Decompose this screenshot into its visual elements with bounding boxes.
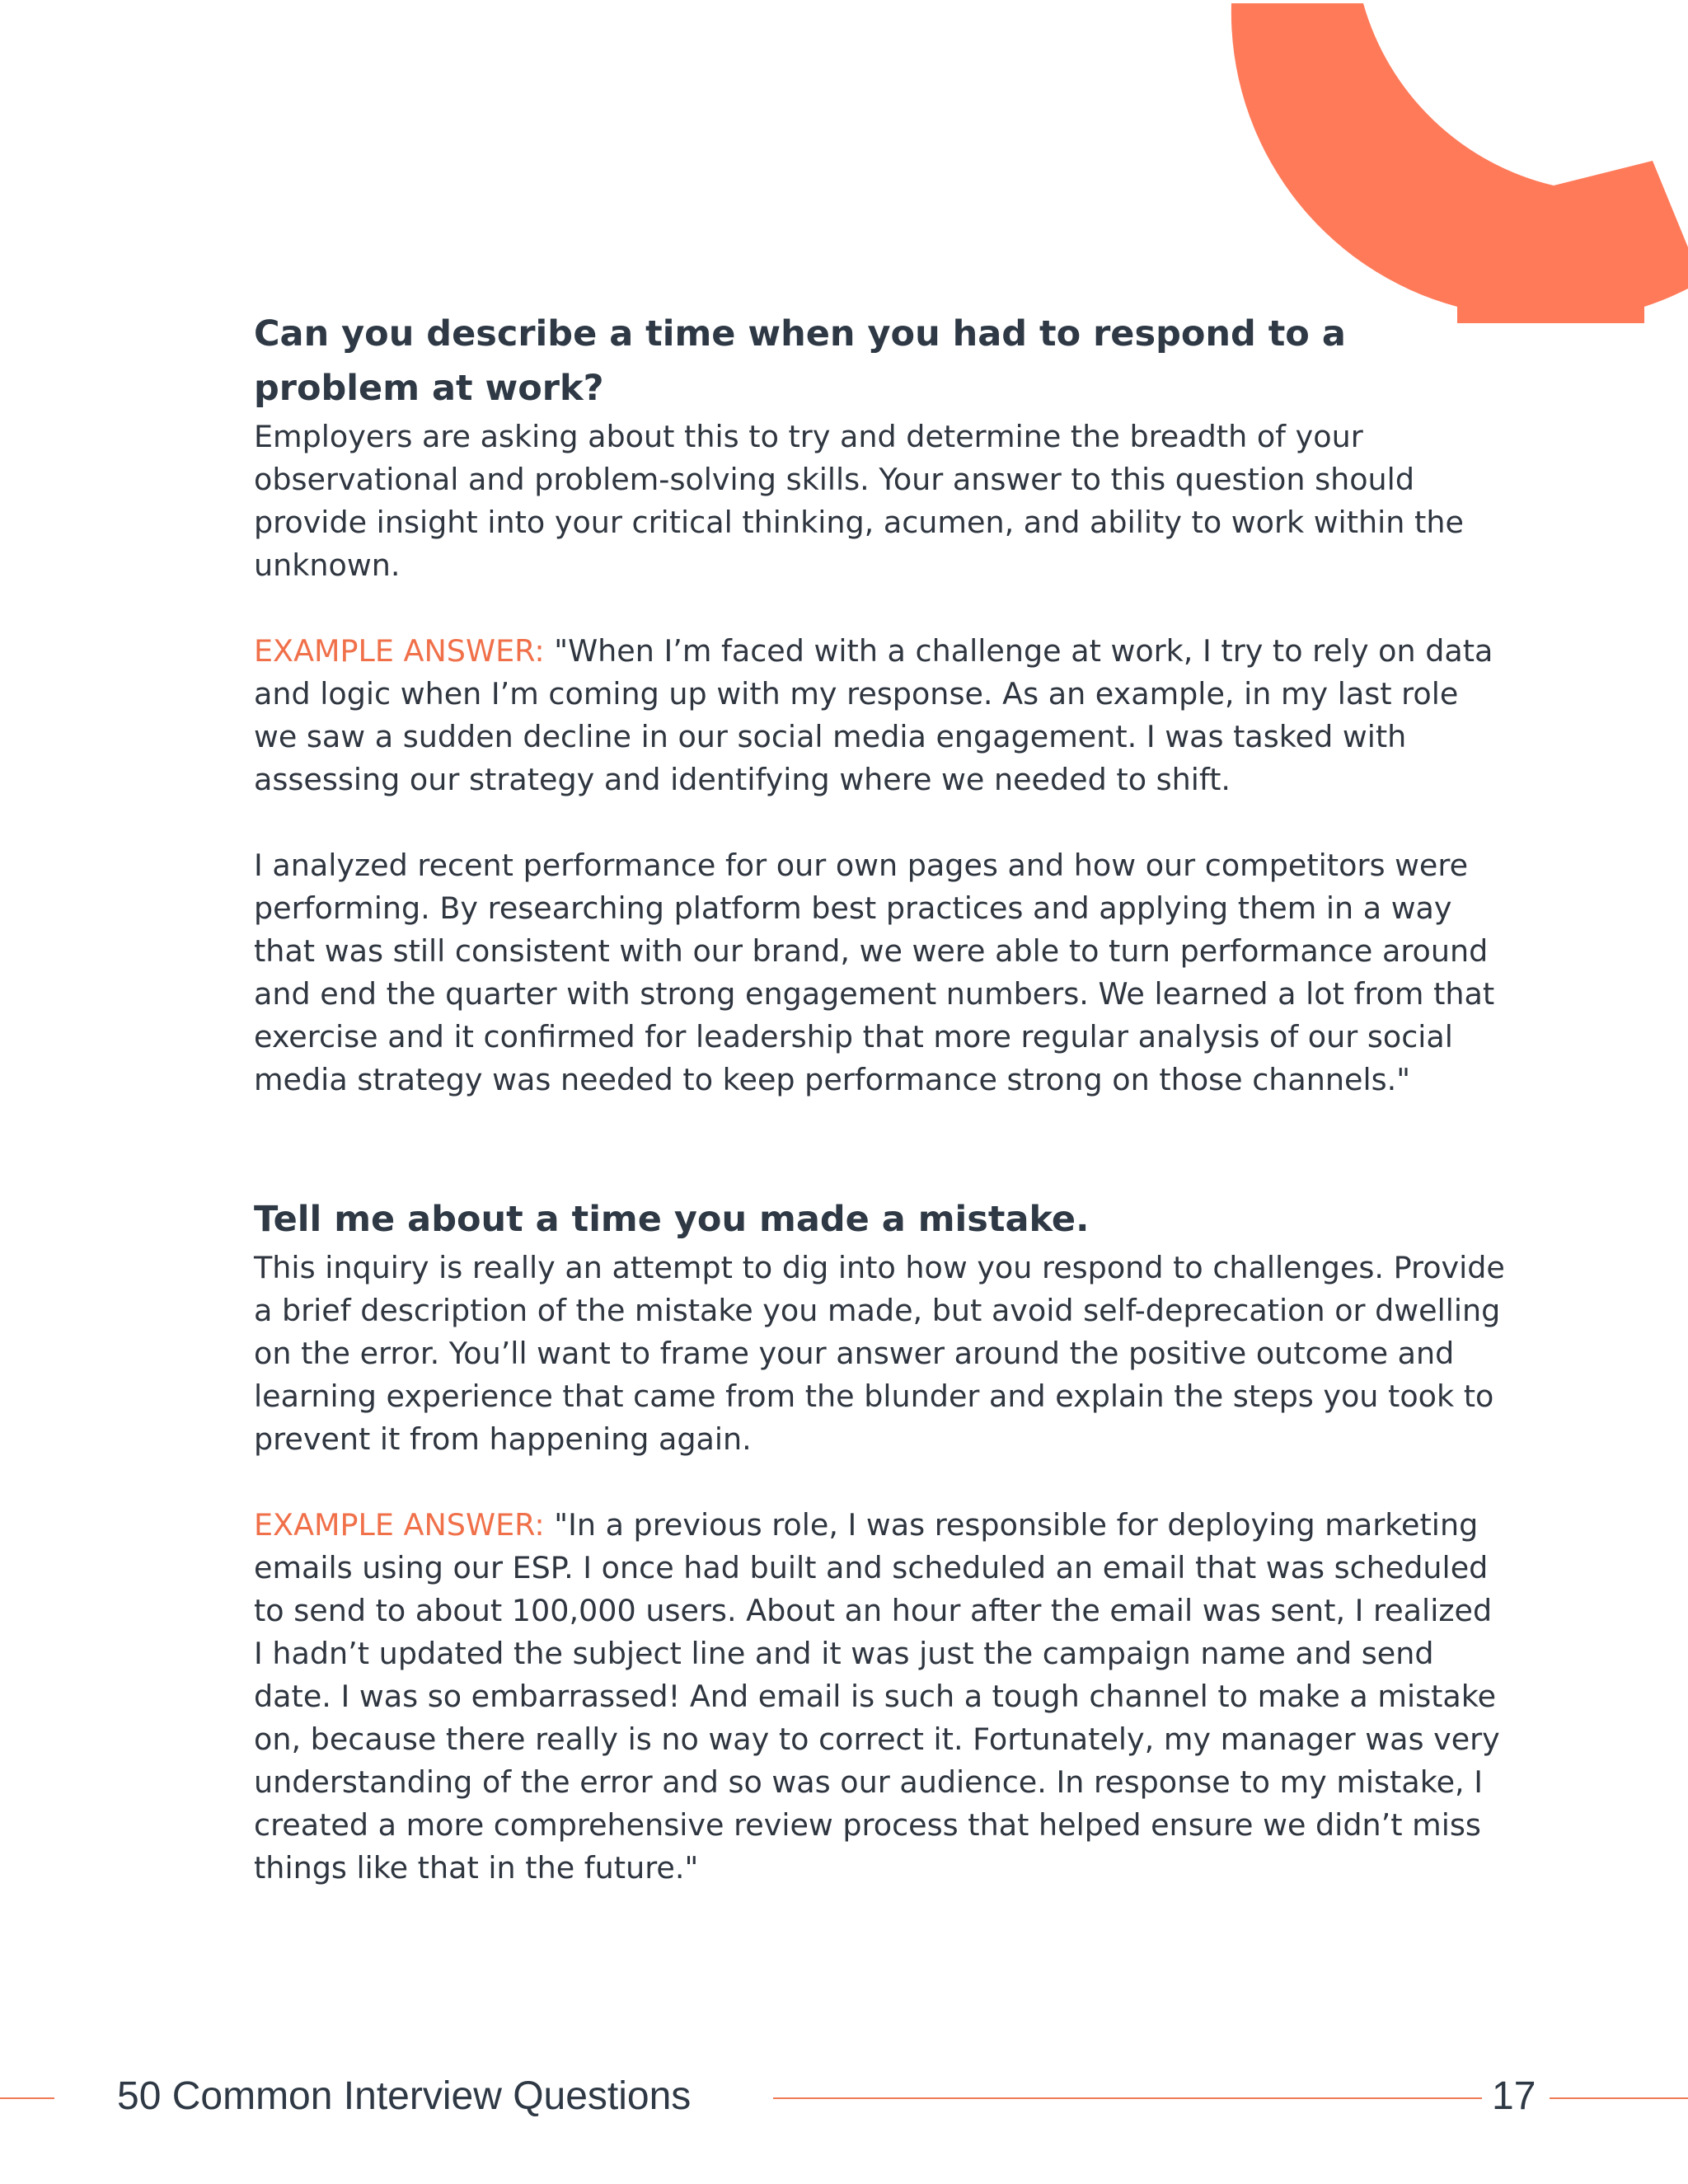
example-answer-2	[254, 1504, 1507, 1890]
example-answer-label: EXAMPLE ANSWER:	[254, 1507, 545, 1543]
footer-rule-middle	[773, 2097, 1482, 2099]
example-answer-1	[254, 630, 1507, 801]
footer-rule-right	[1550, 2097, 1688, 2099]
main-content	[254, 307, 1507, 1890]
question-heading-2: Tell me about a time you made a mistake.	[254, 1199, 1090, 1240]
footer-rule-left	[0, 2097, 54, 2099]
question-heading-1: Can you describe a time when you had to respond to a problem at work?	[254, 313, 1346, 409]
example-answer-text: "In a previous role, I was responsible for deploying marketing emails using our ESP. I once had built and scheduled an email that was scheduled to send to about 100,000 users. About an hour after the email was sent, I realized I hadn’t updated the subject line and it was just the campaign name and send date. I was so embarrassed! And email is such a tough channel to make a mistake on, because there really is no way to correct it. Fortunately, my manager was very understanding of the error and so was our audience. In response to my mistake, I created a more comprehensive review process that helped ensure we didn’t miss things like that in the future."	[254, 1507, 1500, 1886]
page-footer	[0, 2065, 1688, 2131]
footer-title: 50 Common Interview Questions	[117, 2074, 692, 2118]
decorative-arc-shape	[0, 0, 1688, 346]
example-answer-text: "When I’m faced with a challenge at work, I try to rely on data and logic when I’m coming up with my response. As an example, in my last role we saw a sudden decline in our social media engagement. I was tasked with assessing our strategy and identifying where we needed to shift.	[254, 633, 1493, 797]
example-answer-1-continued: I analyzed recent performance for our own pages and how our competitors were performing. By researching platform best practices and applying them in a way that was still consistent with our brand, we were able to turn performance around and end the quarter with strong engagement numbers. We learned a lot from that exercise and it confirmed for leadership that more regular analysis of our social media strategy was needed to keep performance strong on those channels."	[254, 848, 1495, 1097]
page-number: 17	[1492, 2074, 1536, 2118]
example-answer-label: EXAMPLE ANSWER:	[254, 633, 545, 669]
question-description-1: Employers are asking about this to try and determine the breadth of your observational and problem-solving skills. Your answer to this question should provide insight into your critical thinking, acumen, and ability to work within the unknown.	[254, 419, 1464, 583]
question-description-2: This inquiry is really an attempt to dig into how you respond to challenges. Provide a brief description of the mistake you made, but avoid self-deprecation or dwelling on the error. You’ll want to frame your answer around the positive outcome and learning experience that came from the blunder and explain the steps you took to prevent it from happening again.	[254, 1250, 1505, 1457]
